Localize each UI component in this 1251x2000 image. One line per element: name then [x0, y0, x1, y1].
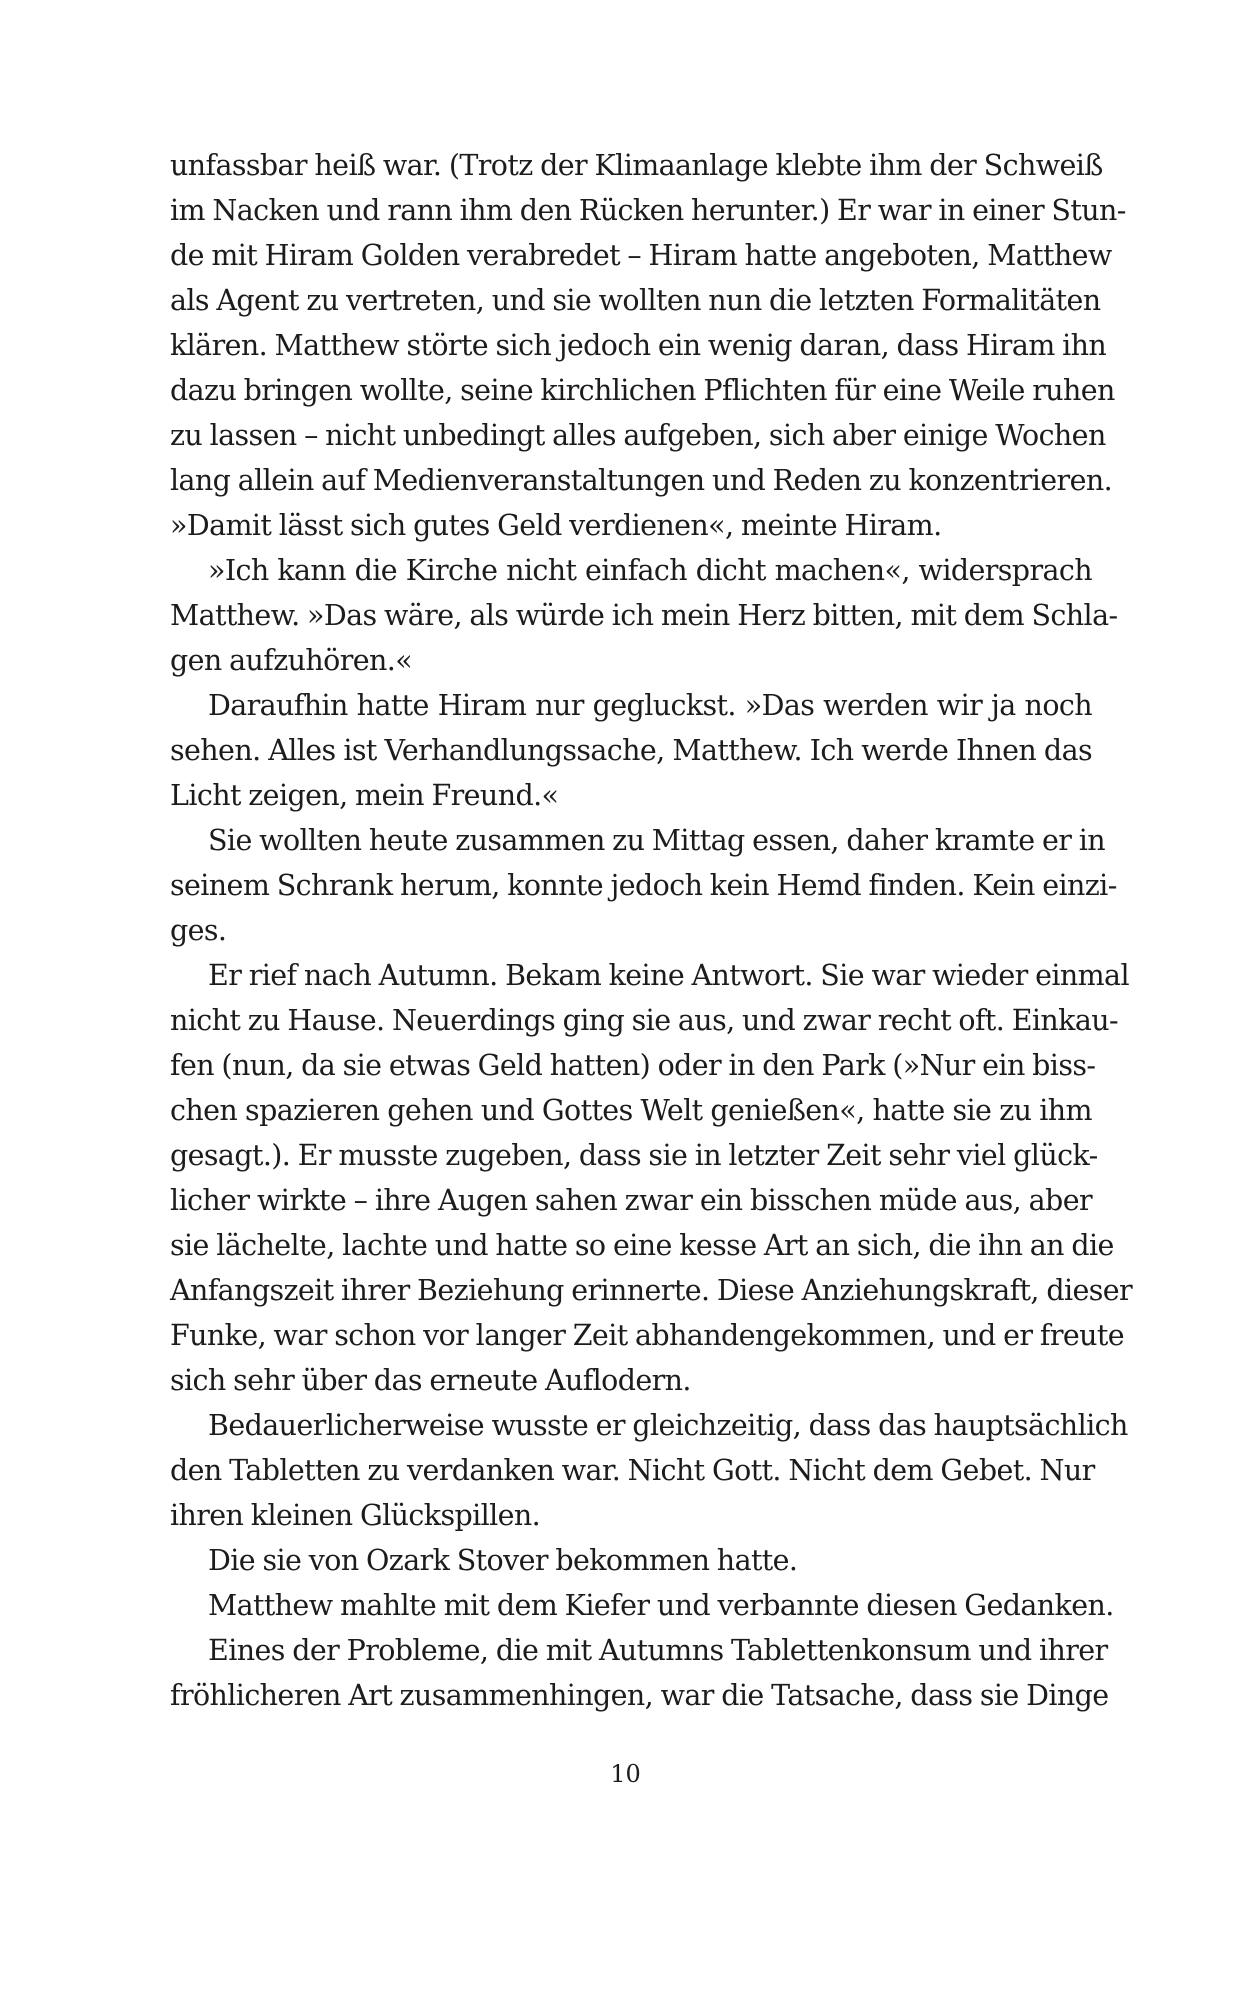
text-line: ihren kleinen Glückspillen.	[170, 1499, 541, 1532]
text-line: als Agent zu vertreten, und sie wollten nun die letzten Formalitäten	[170, 284, 1101, 317]
text-line: dazu bringen wollte, seine kirchlichen Pflichten für eine Weile ruhen	[170, 374, 1115, 407]
text-line: Matthew. »Das wäre, als würde ich mein Herz bitten, mit dem Schla-	[170, 599, 1118, 632]
text-line: Funke, war schon vor langer Zeit abhandengekommen, und er freute	[170, 1319, 1125, 1352]
text-line: sie lächelte, lachte und hatte so eine kesse Art an sich, die ihn an die	[170, 1229, 1114, 1262]
text-line: klären. Matthew störte sich jedoch ein wenig daran, dass Hiram ihn	[170, 329, 1107, 362]
book-page-text	[170, 143, 1133, 1718]
text-line: zu lassen – nicht unbedingt alles aufgeben, sich aber einige Wochen	[170, 419, 1106, 452]
page-number: 10	[610, 1760, 641, 1788]
text-line: Licht zeigen, mein Freund.«	[170, 779, 559, 812]
text-line: fröhlicheren Art zusammenhingen, war die Tatsache, dass sie Dinge	[170, 1679, 1109, 1712]
text-line: Daraufhin hatte Hiram nur gegluckst. »Das werden wir ja noch	[208, 689, 1092, 722]
text-line: sehen. Alles ist Verhandlungssache, Matthew. Ich werde Ihnen das	[170, 734, 1092, 767]
text-line: Bedauerlicherweise wusste er gleichzeitig, dass das hauptsächlich	[208, 1409, 1128, 1442]
text-line: Anfangszeit ihrer Beziehung erinnerte. Diese Anziehungskraft, dieser	[170, 1274, 1133, 1307]
text-line: de mit Hiram Golden verabredet – Hiram hatte angeboten, Matthew	[170, 239, 1112, 272]
text-line: gesagt.). Er musste zugeben, dass sie in letzter Zeit sehr viel glück-	[170, 1139, 1098, 1172]
text-line: chen spazieren gehen und Gottes Welt genießen«, hatte sie zu ihm	[170, 1094, 1092, 1127]
text-line: nicht zu Hause. Neuerdings ging sie aus, und zwar recht oft. Einkau-	[170, 1004, 1119, 1037]
text-line: »Damit lässt sich gutes Geld verdienen«, meinte Hiram.	[170, 509, 942, 542]
text-line: Matthew mahlte mit dem Kiefer und verbannte diesen Gedanken.	[208, 1589, 1114, 1622]
text-line: unfassbar heiß war. (Trotz der Klimaanlage klebte ihm der Schweiß	[170, 149, 1103, 182]
text-line: den Tabletten zu verdanken war. Nicht Gott. Nicht dem Gebet. Nur	[170, 1454, 1095, 1487]
text-line: Sie wollten heute zusammen zu Mittag essen, daher kramte er in	[208, 824, 1105, 857]
text-line: im Nacken und rann ihm den Rücken herunter.) Er war in einer Stun-	[170, 194, 1126, 227]
text-line: Die sie von Ozark Stover bekommen hatte.	[208, 1544, 798, 1577]
text-line: licher wirkte – ihre Augen sahen zwar ein bisschen müde aus, aber	[170, 1184, 1092, 1217]
text-line: »Ich kann die Kirche nicht einfach dicht machen«, widersprach	[208, 554, 1092, 587]
text-line: lang allein auf Medienveranstaltungen und Reden zu konzentrieren.	[170, 464, 1113, 497]
text-line: ges.	[170, 914, 227, 947]
text-line: seinem Schrank herum, konnte jedoch kein Hemd finden. Kein einzi-	[170, 869, 1117, 902]
text-line: fen (nun, da sie etwas Geld hatten) oder in den Park (»Nur ein biss-	[170, 1049, 1096, 1082]
text-line: Er rief nach Autumn. Bekam keine Antwort. Sie war wieder einmal	[208, 959, 1129, 992]
text-line: sich sehr über das erneute Auflodern.	[170, 1364, 691, 1397]
text-line: Eines der Probleme, die mit Autumns Tablettenkonsum und ihrer	[208, 1634, 1108, 1667]
text-line: gen aufzuhören.«	[170, 644, 413, 677]
